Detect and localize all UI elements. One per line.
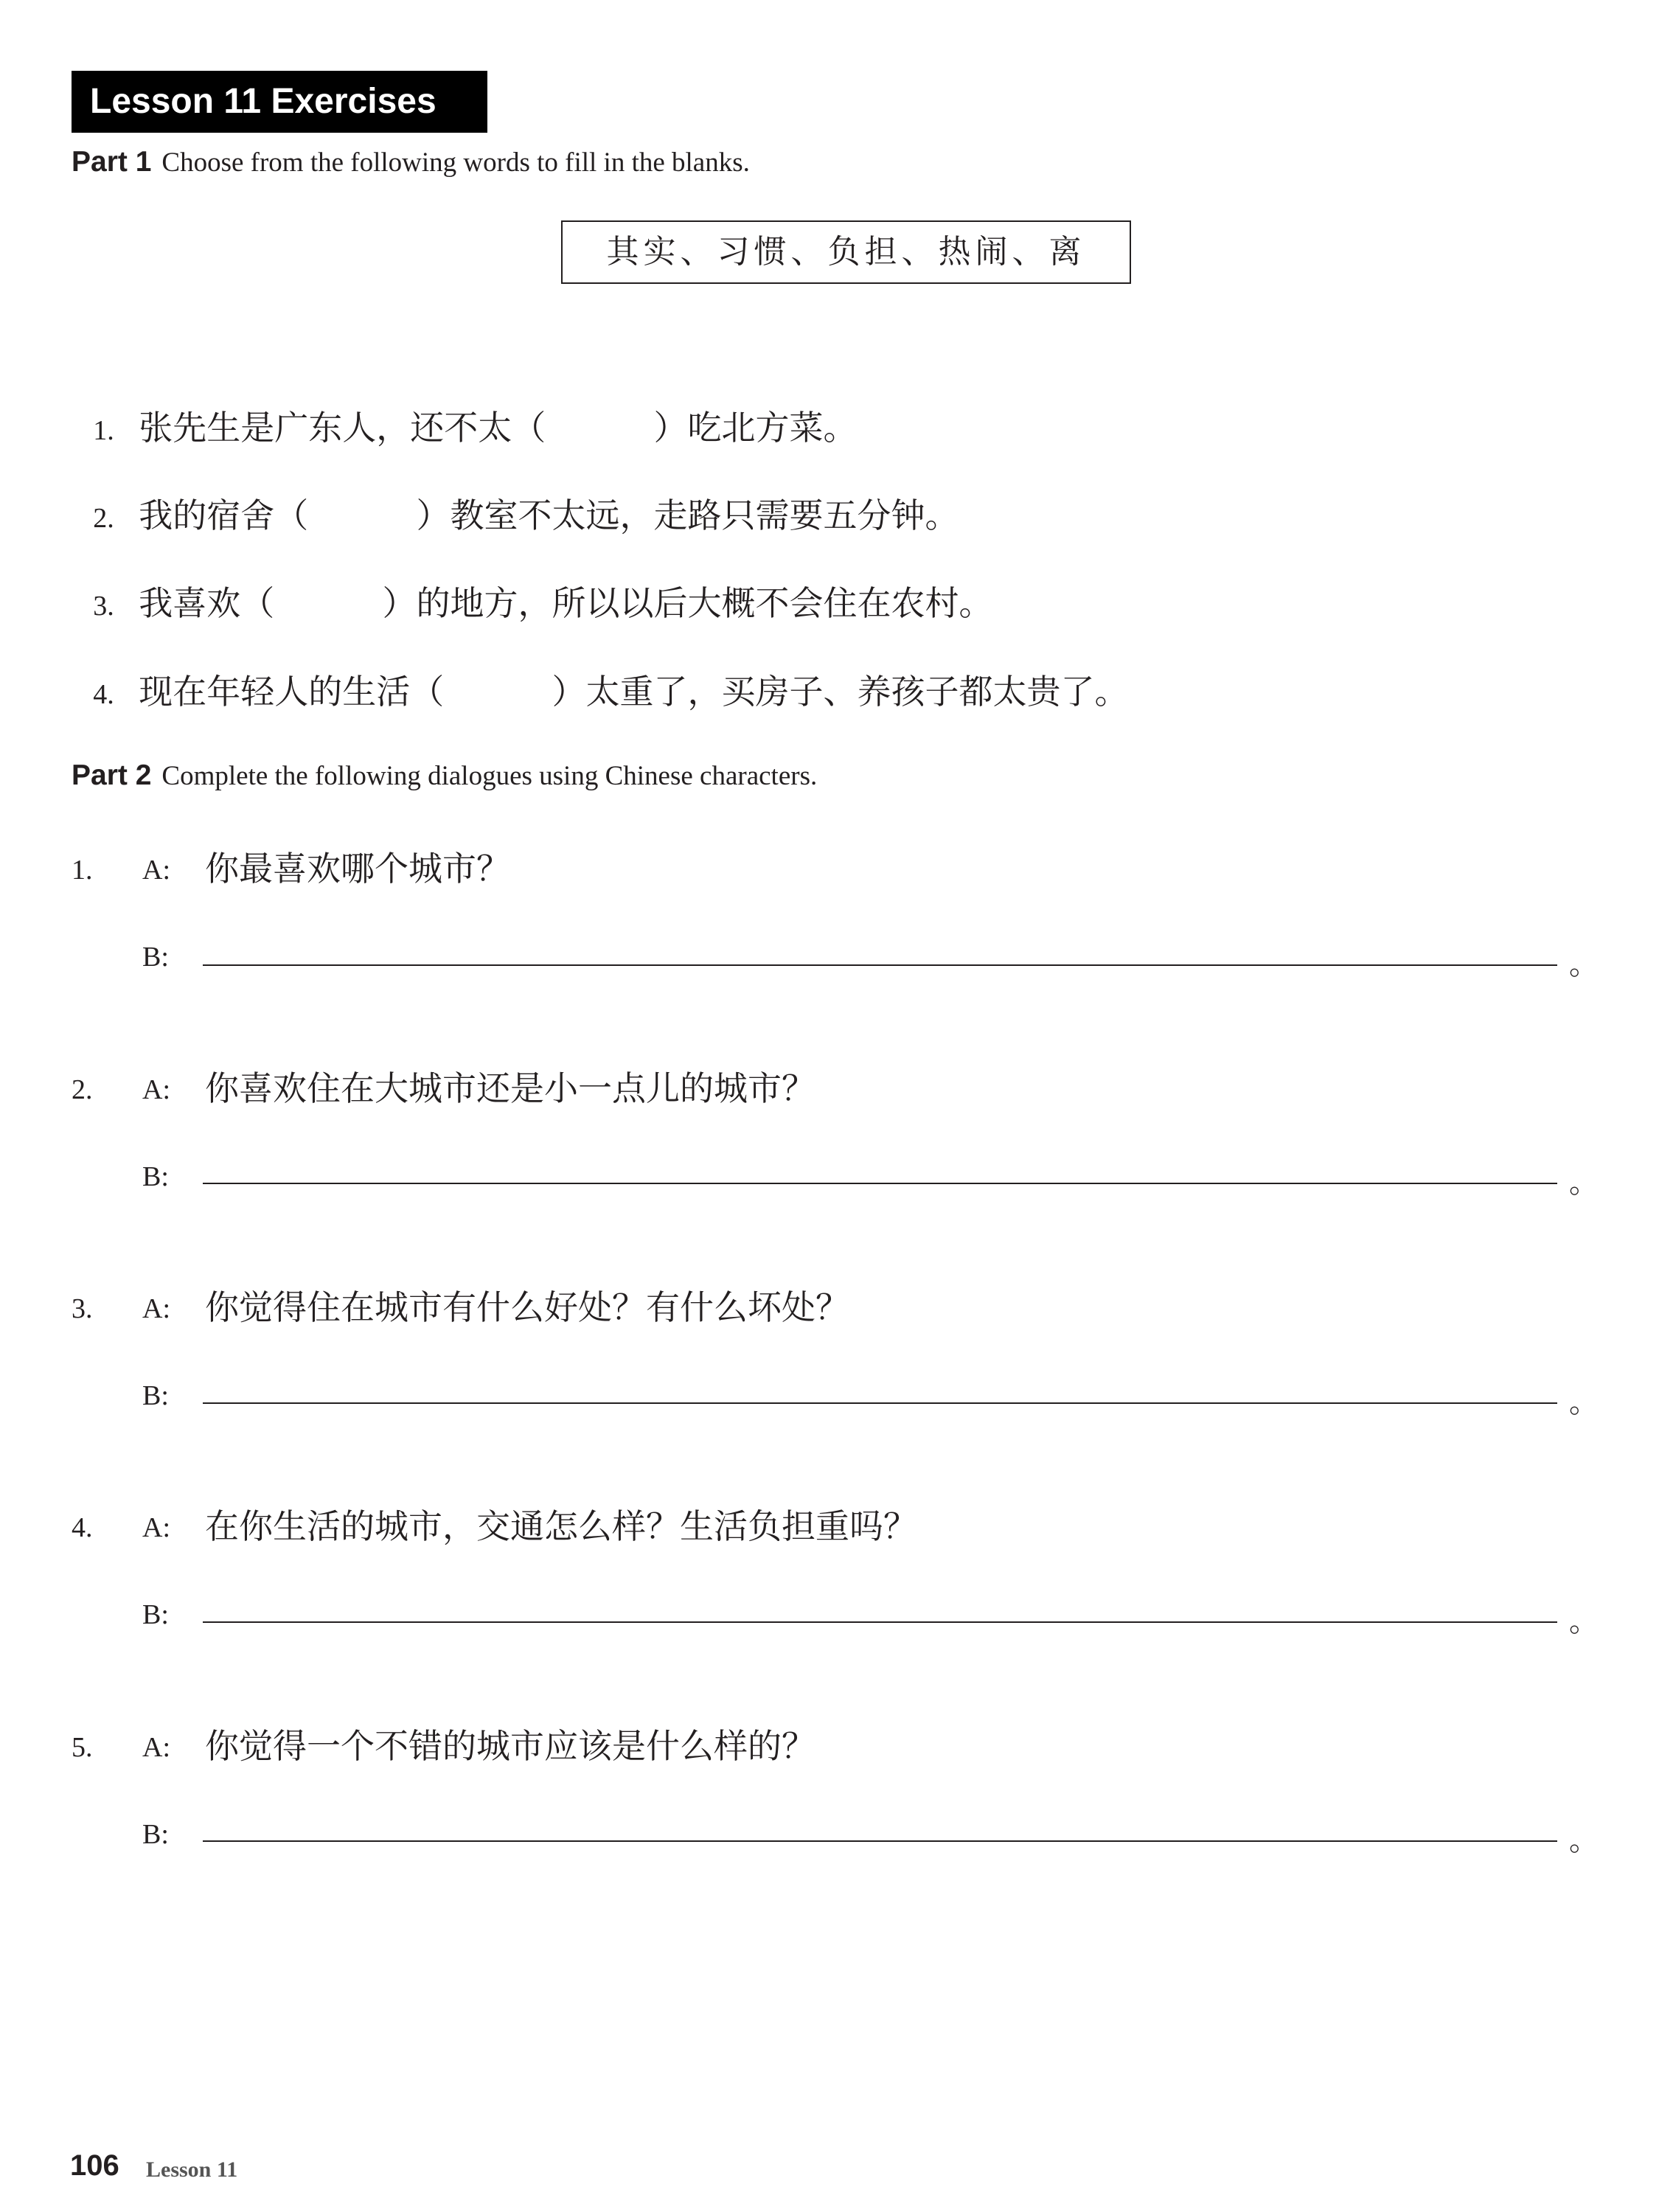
speaker-a-label: A: bbox=[142, 855, 170, 886]
item-text-before: 我喜欢（ bbox=[139, 583, 275, 623]
speaker-b-label: B: bbox=[142, 942, 169, 973]
part1-item bbox=[72, 449, 959, 535]
item-text-after: ）教室不太远，走路只需要五分钟。 bbox=[416, 495, 959, 535]
part1-item bbox=[72, 625, 1129, 712]
dialogue-question: 你最喜欢哪个城市？ bbox=[205, 849, 510, 888]
part1-heading bbox=[72, 146, 750, 178]
answer-end-mark: 。 bbox=[1569, 1166, 1599, 1200]
item-text-after: ）太重了，买房子、养孩子都太贵了。 bbox=[552, 672, 1129, 712]
speaker-a-label: A: bbox=[142, 1512, 170, 1543]
item-number: 2. bbox=[93, 503, 114, 534]
answer-line[interactable] bbox=[203, 1840, 1557, 1842]
part1-item bbox=[72, 361, 858, 448]
item-text-before: 现在年轻人的生活（ bbox=[139, 672, 445, 712]
dialogue-question: 你觉得住在城市有什么好处？有什么坏处？ bbox=[205, 1287, 849, 1327]
dialogue-number: 5. bbox=[72, 1732, 93, 1763]
item-text-after: ）吃北方菜。 bbox=[653, 408, 858, 448]
speaker-b-label: B: bbox=[142, 1819, 169, 1850]
answer-line[interactable] bbox=[203, 1402, 1557, 1404]
blank[interactable] bbox=[444, 672, 552, 712]
dialogue-number: 2. bbox=[72, 1074, 93, 1105]
blank[interactable] bbox=[308, 495, 416, 535]
page-title: Lesson 11 Exercises bbox=[72, 71, 487, 133]
speaker-b-label: B: bbox=[142, 1599, 169, 1630]
item-text-after: ）的地方，所以以后大概不会住在农村。 bbox=[382, 583, 993, 623]
speaker-a-label: A: bbox=[142, 1074, 170, 1105]
part1-item bbox=[72, 537, 993, 623]
part2-label: Part 2 bbox=[72, 759, 152, 791]
item-number: 4. bbox=[93, 679, 114, 710]
word-bank-box: 其实、习惯、负担、热闹、离 bbox=[561, 220, 1131, 284]
item-number: 1. bbox=[93, 415, 114, 446]
answer-line[interactable] bbox=[203, 964, 1557, 966]
part2-instruction: Complete the following dialogues using Chinese characters. bbox=[161, 761, 818, 791]
dialogue-question: 你觉得一个不错的城市应该是什么样的？ bbox=[205, 1726, 815, 1766]
dialogue-question: 你喜欢住在大城市还是小一点儿的城市？ bbox=[205, 1068, 815, 1108]
blank[interactable] bbox=[546, 408, 653, 448]
answer-end-mark: 。 bbox=[1569, 1385, 1599, 1419]
dialogue-question: 在你生活的城市，交通怎么样？生活负担重吗？ bbox=[205, 1506, 917, 1546]
page-number: 106 bbox=[70, 2149, 119, 2182]
footer-lesson-label: Lesson 11 bbox=[146, 2157, 238, 2182]
speaker-b-label: B: bbox=[142, 1380, 169, 1411]
answer-line[interactable] bbox=[203, 1621, 1557, 1623]
dialogue-number: 3. bbox=[72, 1293, 93, 1324]
dialogue-number: 4. bbox=[72, 1512, 93, 1543]
speaker-a-label: A: bbox=[142, 1293, 170, 1324]
answer-end-mark: 。 bbox=[1569, 1823, 1599, 1857]
speaker-a-label: A: bbox=[142, 1732, 170, 1763]
answer-line[interactable] bbox=[203, 1183, 1557, 1184]
speaker-b-label: B: bbox=[142, 1161, 169, 1192]
answer-end-mark: 。 bbox=[1569, 947, 1599, 981]
part1-instruction: Choose from the following words to fill in the blanks. bbox=[161, 147, 750, 178]
item-text-before: 我的宿舍（ bbox=[139, 495, 309, 535]
item-number: 3. bbox=[93, 591, 114, 622]
answer-end-mark: 。 bbox=[1569, 1604, 1599, 1638]
part2-heading bbox=[72, 759, 817, 792]
dialogue-number: 1. bbox=[72, 855, 93, 886]
item-text-before: 张先生是广东人，还不太（ bbox=[139, 408, 546, 448]
blank[interactable] bbox=[274, 583, 382, 623]
part1-label: Part 1 bbox=[72, 146, 152, 178]
